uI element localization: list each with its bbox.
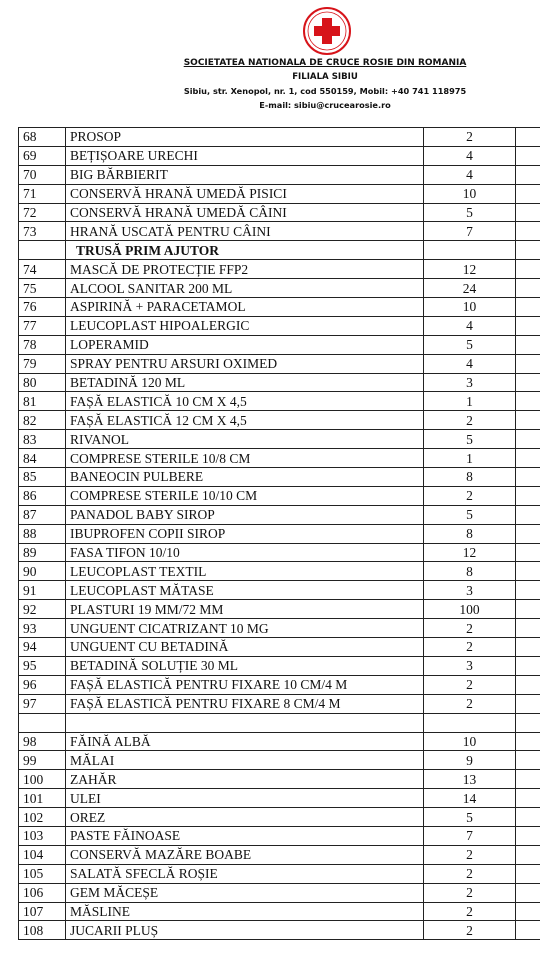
item-name-cell: COMPRESE STERILE 10/8 CM	[66, 449, 424, 468]
item-quantity-cell: 10	[424, 184, 516, 203]
extra-column-cell	[516, 222, 540, 241]
extra-column-cell	[516, 902, 540, 921]
extra-column-cell	[516, 298, 540, 317]
item-quantity-cell: 4	[424, 146, 516, 165]
item-number-cell: 70	[19, 165, 66, 184]
table-row	[19, 184, 540, 203]
item-number-cell: 89	[19, 543, 66, 562]
table-row	[19, 675, 540, 694]
extra-column-cell	[516, 486, 540, 505]
extra-column-cell	[516, 921, 540, 940]
extra-column-cell	[516, 524, 540, 543]
item-number-cell: 81	[19, 392, 66, 411]
item-number-cell: 78	[19, 335, 66, 354]
item-number-cell	[19, 241, 66, 260]
item-number-cell: 77	[19, 316, 66, 335]
item-quantity-cell: 9	[424, 751, 516, 770]
item-quantity-cell: 12	[424, 543, 516, 562]
table-row	[19, 864, 540, 883]
extra-column-cell	[516, 241, 540, 260]
extra-column-cell	[516, 430, 540, 449]
item-number-cell: 93	[19, 619, 66, 638]
extra-column-cell	[516, 638, 540, 657]
item-number-cell: 68	[19, 128, 66, 147]
table-row	[19, 260, 540, 279]
item-number-cell: 79	[19, 354, 66, 373]
table-row	[19, 279, 540, 298]
extra-column-cell	[516, 656, 540, 675]
item-name-cell: BIG BĂRBIERIT	[66, 165, 424, 184]
branch-name: FILIALA SIBIU	[292, 72, 358, 82]
extra-column-cell	[516, 335, 540, 354]
table-row	[19, 883, 540, 902]
extra-column-cell	[516, 165, 540, 184]
item-number-cell: 107	[19, 902, 66, 921]
item-name-cell: PASTE FĂINOASE	[66, 826, 424, 845]
organization-name: SOCIETATEA NATIONALA DE CRUCE ROSIE DIN ROMANIA	[183, 58, 467, 68]
item-name-cell: SPRAY PENTRU ARSURI OXIMED	[66, 354, 424, 373]
table-row	[19, 845, 540, 864]
email-line: E-mail: sibiu@crucearosie.ro	[259, 100, 391, 110]
item-name-cell: MĂSLINE	[66, 902, 424, 921]
letterhead	[0, 0, 540, 120]
item-quantity-cell: 2	[424, 675, 516, 694]
table-row	[19, 468, 540, 487]
item-name-cell: PLASTURI 19 MM/72 MM	[66, 600, 424, 619]
item-quantity-cell: 2	[424, 845, 516, 864]
item-quantity-cell: 100	[424, 600, 516, 619]
item-name-cell: HRANĂ USCATĂ PENTRU CÂINI	[66, 222, 424, 241]
item-number-cell: 105	[19, 864, 66, 883]
item-number-cell: 90	[19, 562, 66, 581]
extra-column-cell	[516, 392, 540, 411]
item-number-cell: 72	[19, 203, 66, 222]
extra-column-cell	[516, 845, 540, 864]
item-quantity-cell: 5	[424, 808, 516, 827]
item-number-cell: 96	[19, 675, 66, 694]
item-quantity-cell: 5	[424, 335, 516, 354]
item-name-cell: GEM MĂCEȘE	[66, 883, 424, 902]
extra-column-cell	[516, 128, 540, 147]
item-number-cell: 104	[19, 845, 66, 864]
table-row	[19, 411, 540, 430]
item-name-cell: RIVANOL	[66, 430, 424, 449]
table-row	[19, 562, 540, 581]
item-quantity-cell: 1	[424, 449, 516, 468]
item-number-cell: 87	[19, 505, 66, 524]
item-name-cell: MASCĂ DE PROTECȚIE FFP2	[66, 260, 424, 279]
item-quantity-cell: 8	[424, 524, 516, 543]
item-name-cell: LEUCOPLAST TEXTIL	[66, 562, 424, 581]
item-quantity-cell: 12	[424, 260, 516, 279]
table-row	[19, 638, 540, 657]
table-row	[19, 770, 540, 789]
extra-column-cell	[516, 316, 540, 335]
extra-column-cell	[516, 600, 540, 619]
item-name-cell: ZAHĂR	[66, 770, 424, 789]
item-quantity-cell: 10	[424, 732, 516, 751]
table-row	[19, 316, 540, 335]
item-quantity-cell	[424, 713, 516, 732]
table-row	[19, 619, 540, 638]
table-row	[19, 581, 540, 600]
extra-column-cell	[516, 808, 540, 827]
extra-column-cell	[516, 449, 540, 468]
extra-column-cell	[516, 826, 540, 845]
extra-column-cell	[516, 543, 540, 562]
table-row	[19, 222, 540, 241]
item-name-cell: ASPIRINĂ + PARACETAMOL	[66, 298, 424, 317]
item-quantity-cell: 5	[424, 203, 516, 222]
extra-column-cell	[516, 260, 540, 279]
item-quantity-cell: 2	[424, 694, 516, 713]
item-quantity-cell: 4	[424, 354, 516, 373]
table-row	[19, 694, 540, 713]
table-row	[19, 600, 540, 619]
item-quantity-cell: 13	[424, 770, 516, 789]
item-name-cell: CONSERVĂ MAZĂRE BOABE	[66, 845, 424, 864]
item-name-cell: FAȘĂ ELASTICĂ PENTRU FIXARE 8 CM/4 M	[66, 694, 424, 713]
extra-column-cell	[516, 146, 540, 165]
item-name-cell: OREZ	[66, 808, 424, 827]
table-row	[19, 921, 540, 940]
item-name-cell: ULEI	[66, 789, 424, 808]
table-row	[19, 543, 540, 562]
item-number-cell: 82	[19, 411, 66, 430]
extra-column-cell	[516, 279, 540, 298]
item-number-cell: 71	[19, 184, 66, 203]
table-row	[19, 486, 540, 505]
section-header-row	[19, 241, 540, 260]
item-name-cell: COMPRESE STERILE 10/10 CM	[66, 486, 424, 505]
item-name-cell: UNGUENT CU BETADINĂ	[66, 638, 424, 657]
table-row	[19, 146, 540, 165]
item-quantity-cell: 2	[424, 486, 516, 505]
table-row	[19, 165, 540, 184]
item-quantity-cell: 7	[424, 826, 516, 845]
item-quantity-cell: 2	[424, 921, 516, 940]
table-row	[19, 203, 540, 222]
table-row	[19, 826, 540, 845]
table-row	[19, 505, 540, 524]
table-row	[19, 392, 540, 411]
extra-column-cell	[516, 675, 540, 694]
extra-column-cell	[516, 373, 540, 392]
item-quantity-cell: 24	[424, 279, 516, 298]
extra-column-cell	[516, 864, 540, 883]
address-line: Sibiu, str. Xenopol, nr. 1, cod 550159, Mobil: +40 741 118975	[183, 86, 467, 96]
table-row	[19, 449, 540, 468]
item-quantity-cell: 2	[424, 619, 516, 638]
item-name-cell: FAȘĂ ELASTICĂ 10 CM X 4,5	[66, 392, 424, 411]
item-name-cell: LOPERAMID	[66, 335, 424, 354]
item-name-cell: FASA TIFON 10/10	[66, 543, 424, 562]
item-number-cell: 75	[19, 279, 66, 298]
item-name-cell: PROSOP	[66, 128, 424, 147]
item-name-cell: LEUCOPLAST HIPOALERGIC	[66, 316, 424, 335]
item-name-cell: FAȘĂ ELASTICĂ 12 CM X 4,5	[66, 411, 424, 430]
item-name-cell	[66, 713, 424, 732]
item-name-cell: BANEOCIN PULBERE	[66, 468, 424, 487]
table-row	[19, 128, 540, 147]
extra-column-cell	[516, 713, 540, 732]
item-number-cell: 103	[19, 826, 66, 845]
item-name-cell: CONSERVĂ HRANĂ UMEDĂ PISICI	[66, 184, 424, 203]
table-row	[19, 335, 540, 354]
item-quantity-cell: 2	[424, 883, 516, 902]
extra-column-cell	[516, 581, 540, 600]
extra-column-cell	[516, 562, 540, 581]
item-quantity-cell: 2	[424, 128, 516, 147]
item-quantity-cell: 5	[424, 505, 516, 524]
item-name-cell: MĂLAI	[66, 751, 424, 770]
donation-items-table	[18, 127, 540, 940]
item-number-cell: 91	[19, 581, 66, 600]
item-quantity-cell: 2	[424, 638, 516, 657]
organization-details	[150, 56, 500, 112]
item-quantity-cell: 14	[424, 789, 516, 808]
table-row	[19, 789, 540, 808]
item-quantity-cell	[424, 241, 516, 260]
item-name-cell: FAȘĂ ELASTICĂ PENTRU FIXARE 10 CM/4 M	[66, 675, 424, 694]
table-row	[19, 298, 540, 317]
item-quantity-cell: 2	[424, 411, 516, 430]
item-number-cell: 83	[19, 430, 66, 449]
table-row	[19, 656, 540, 675]
item-name-cell: CONSERVĂ HRANĂ UMEDĂ CÂINI	[66, 203, 424, 222]
table-row	[19, 902, 540, 921]
extra-column-cell	[516, 505, 540, 524]
item-quantity-cell: 2	[424, 864, 516, 883]
item-number-cell: 106	[19, 883, 66, 902]
item-quantity-cell: 8	[424, 562, 516, 581]
extra-column-cell	[516, 411, 540, 430]
table-row	[19, 732, 540, 751]
extra-column-cell	[516, 751, 540, 770]
extra-column-cell	[516, 184, 540, 203]
item-number-cell: 76	[19, 298, 66, 317]
extra-column-cell	[516, 732, 540, 751]
item-quantity-cell: 7	[424, 222, 516, 241]
item-name-cell: UNGUENT CICATRIZANT 10 MG	[66, 619, 424, 638]
item-number-cell: 95	[19, 656, 66, 675]
item-number-cell: 101	[19, 789, 66, 808]
item-quantity-cell: 3	[424, 373, 516, 392]
item-number-cell: 98	[19, 732, 66, 751]
item-quantity-cell: 4	[424, 316, 516, 335]
item-quantity-cell: 3	[424, 581, 516, 600]
table-row	[19, 354, 540, 373]
item-quantity-cell: 1	[424, 392, 516, 411]
extra-column-cell	[516, 203, 540, 222]
red-cross-emblem-icon	[302, 6, 352, 56]
item-number-cell: 69	[19, 146, 66, 165]
item-number-cell: 97	[19, 694, 66, 713]
item-name-cell: FĂINĂ ALBĂ	[66, 732, 424, 751]
item-quantity-cell: 10	[424, 298, 516, 317]
item-number-cell: 108	[19, 921, 66, 940]
item-quantity-cell: 5	[424, 430, 516, 449]
item-number-cell: 88	[19, 524, 66, 543]
item-number-cell: 85	[19, 468, 66, 487]
extra-column-cell	[516, 883, 540, 902]
extra-column-cell	[516, 354, 540, 373]
extra-column-cell	[516, 770, 540, 789]
table-row	[19, 430, 540, 449]
extra-column-cell	[516, 468, 540, 487]
item-number-cell: 84	[19, 449, 66, 468]
item-quantity-cell: 8	[424, 468, 516, 487]
item-name-cell: IBUPROFEN COPII SIROP	[66, 524, 424, 543]
item-name-cell: BEȚIȘOARE URECHI	[66, 146, 424, 165]
item-quantity-cell: 4	[424, 165, 516, 184]
item-number-cell: 102	[19, 808, 66, 827]
item-quantity-cell: 2	[424, 902, 516, 921]
blank-row	[19, 713, 540, 732]
table-row	[19, 808, 540, 827]
item-name-cell: TRUSĂ PRIM AJUTOR	[66, 241, 424, 260]
item-name-cell: BETADINĂ SOLUȚIE 30 ML	[66, 656, 424, 675]
item-number-cell: 80	[19, 373, 66, 392]
item-name-cell: ALCOOL SANITAR 200 ML	[66, 279, 424, 298]
extra-column-cell	[516, 619, 540, 638]
extra-column-cell	[516, 789, 540, 808]
item-number-cell: 86	[19, 486, 66, 505]
item-number-cell: 94	[19, 638, 66, 657]
table-row	[19, 751, 540, 770]
table-row	[19, 524, 540, 543]
item-number-cell: 99	[19, 751, 66, 770]
item-name-cell: PANADOL BABY SIROP	[66, 505, 424, 524]
item-name-cell: BETADINĂ 120 ML	[66, 373, 424, 392]
item-name-cell: JUCARII PLUȘ	[66, 921, 424, 940]
table-row	[19, 373, 540, 392]
item-quantity-cell: 3	[424, 656, 516, 675]
item-name-cell: SALATĂ SFECLĂ ROȘIE	[66, 864, 424, 883]
table-body	[19, 128, 540, 940]
item-number-cell: 92	[19, 600, 66, 619]
item-number-cell	[19, 713, 66, 732]
extra-column-cell	[516, 694, 540, 713]
item-number-cell: 100	[19, 770, 66, 789]
item-number-cell: 73	[19, 222, 66, 241]
item-name-cell: LEUCOPLAST MĂTASE	[66, 581, 424, 600]
item-number-cell: 74	[19, 260, 66, 279]
